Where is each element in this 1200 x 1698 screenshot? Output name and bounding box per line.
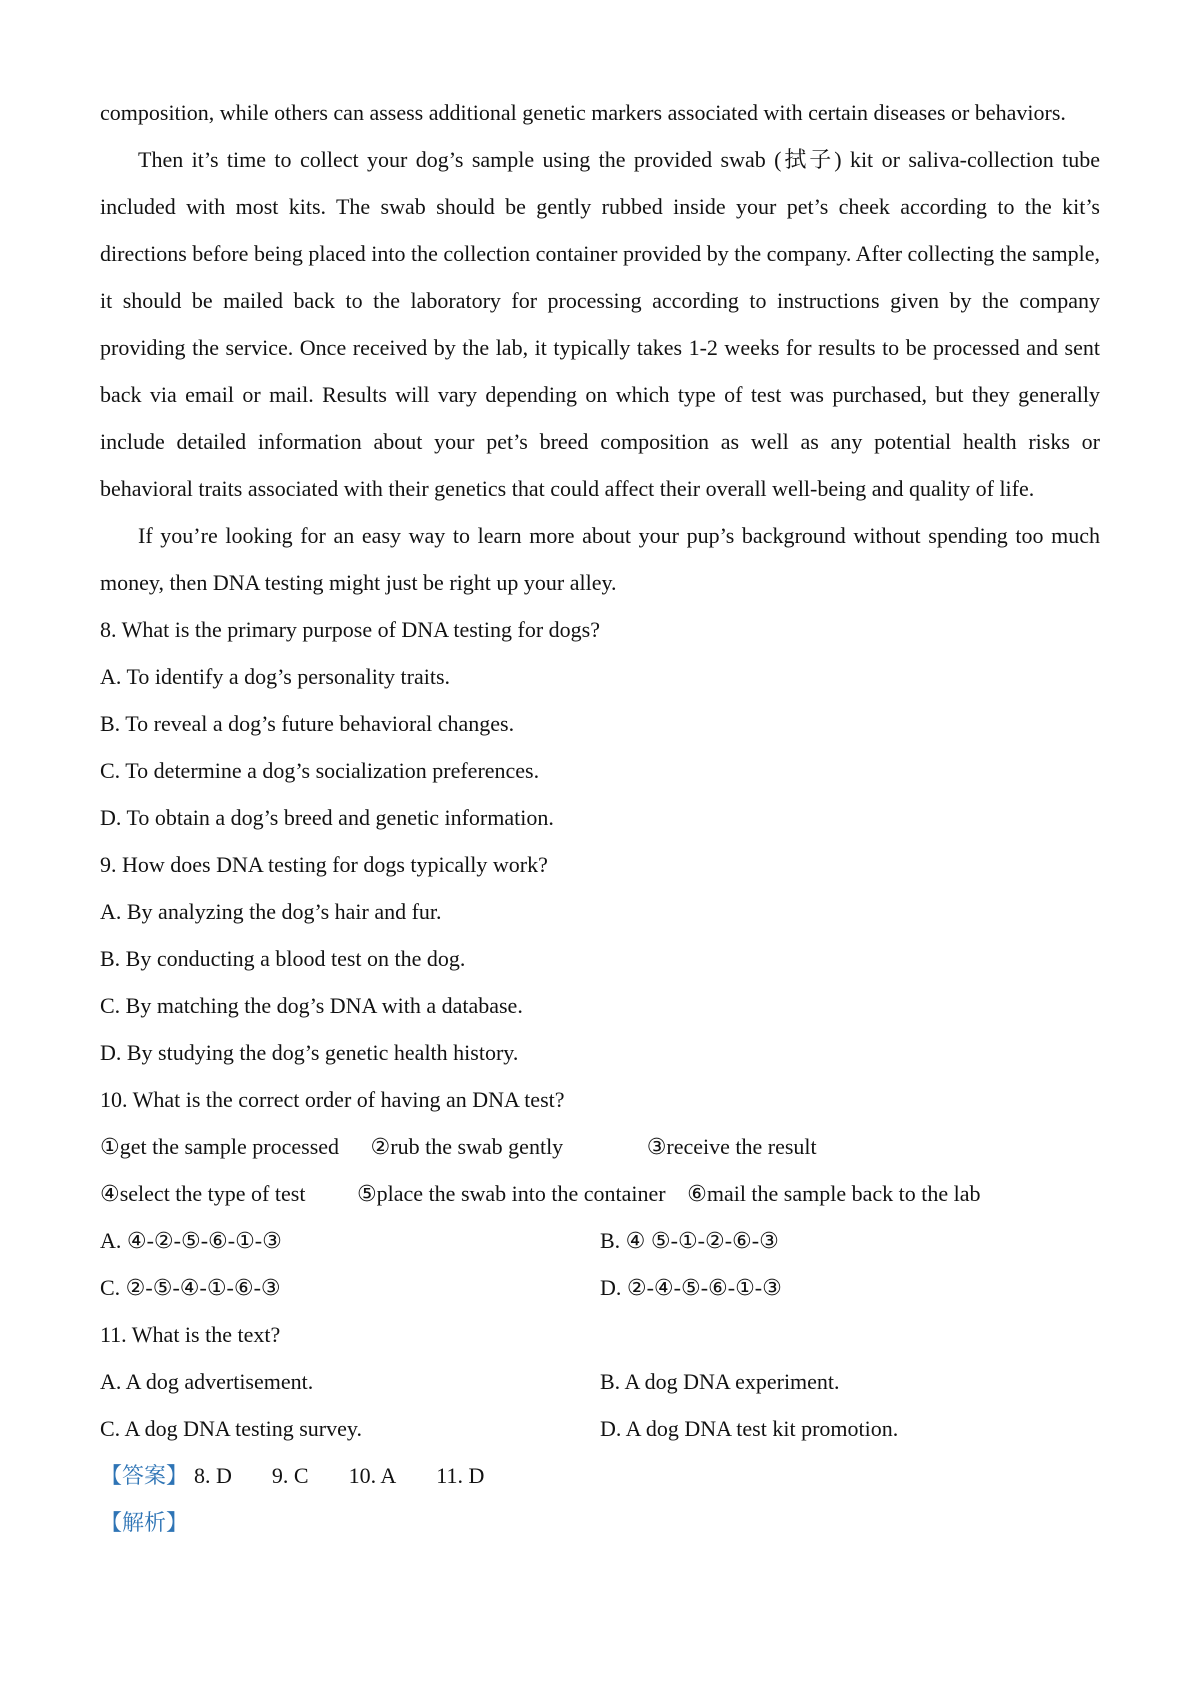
question-8-option-b: B. To reveal a dog’s future behavioral changes. [100, 711, 515, 736]
answer-item-9: 9. C [271, 1463, 309, 1488]
analysis-row [100, 1499, 1100, 1546]
question-11-option-c: C. A dog DNA testing survey. [100, 1416, 362, 1441]
step-2: ②rub the swab gently [370, 1134, 564, 1159]
question-10-options-row-2 [100, 1264, 1100, 1311]
question-11-stem: 11. What is the text? [100, 1322, 281, 1347]
question-9-option-d: D. By studying the dog’s genetic health history. [100, 1040, 519, 1065]
question-10-option-c: C. ②-⑤-④-①-⑥-③ [100, 1275, 281, 1300]
question-8-option-c: C. To determine a dog’s socialization preferences. [100, 758, 540, 783]
question-8-option-d: D. To obtain a dog’s breed and genetic information. [100, 805, 554, 830]
step-1: ①get the sample processed [100, 1134, 340, 1159]
question-10-option-a: A. ④-②-⑤-⑥-①-③ [100, 1228, 282, 1253]
question-11-options-row-1 [100, 1358, 1100, 1405]
question-10-stem: 10. What is the correct order of having an DNA test? [100, 1087, 565, 1112]
question-10-steps-row-2 [100, 1170, 1100, 1217]
question-8-stem: 8. What is the primary purpose of DNA testing for dogs? [100, 617, 601, 642]
question-11-options-row-2 [100, 1405, 1100, 1452]
question-10-options-row-1 [100, 1217, 1100, 1264]
question-11-option-d: D. A dog DNA test kit promotion. [600, 1416, 899, 1441]
question-10-steps-row-1 [100, 1123, 1100, 1170]
question-9-option-b: B. By conducting a blood test on the dog. [100, 946, 466, 971]
question-9-stem: 9. How does DNA testing for dogs typically work? [100, 852, 548, 877]
question-9-option-a: A. By analyzing the dog’s hair and fur. [100, 899, 442, 924]
answer-item-10: 10. A [348, 1463, 397, 1488]
answer-key-label: 【答案】 [100, 1463, 189, 1488]
step-4: ④select the type of test [100, 1181, 306, 1206]
question-10-option-b: B. ④ ⑤-①-②-⑥-③ [600, 1228, 779, 1253]
step-6: ⑥mail the sample back to the lab [687, 1181, 981, 1206]
paragraph-closing: If you’re looking for an easy way to learn more about your pup’s background without spending too much money, then DNA testing might just be right up your alley. [100, 523, 1100, 595]
question-11-option-b: B. A dog DNA experiment. [600, 1369, 840, 1394]
analysis-label: 【解析】 [100, 1510, 189, 1535]
answer-item-11: 11. D [436, 1463, 485, 1488]
question-8-option-a: A. To identify a dog’s personality traits. [100, 664, 451, 689]
question-9-option-c: C. By matching the dog’s DNA with a database. [100, 993, 523, 1018]
answer-item-8: 8. D [194, 1463, 232, 1488]
step-3: ③receive the result [646, 1134, 817, 1159]
answer-key-row [100, 1452, 1100, 1499]
question-11-option-a: A. A dog advertisement. [100, 1369, 314, 1394]
step-5: ⑤place the swab into the container [356, 1181, 666, 1206]
paragraph-sample-collection: Then it’s time to collect your dog’s sample using the provided swab (拭子) kit or saliva-collection tube included with most kits. The swab should be gently rubbed inside your pet’s cheek according to the kit’s directions before being placed into the collection container provided by the company. After collecting the sample, it should be mailed back to the laboratory for processing according to instructions given by the company providing the service. Once received by the lab, it typically takes 1-2 weeks for results to be processed and sent back via email or mail. Results will vary depending on which type of test was purchased, but they generally include detailed information about your pet’s breed composition as well as any potential health risks or behavioral traits associated with their genetics that could affect their overall well-being and quality of life. [100, 147, 1100, 501]
question-10-option-d: D. ②-④-⑤-⑥-①-③ [600, 1275, 782, 1300]
paragraph-continuation: composition, while others can assess additional genetic markers associated with certain diseases or behaviors. [100, 100, 1066, 125]
